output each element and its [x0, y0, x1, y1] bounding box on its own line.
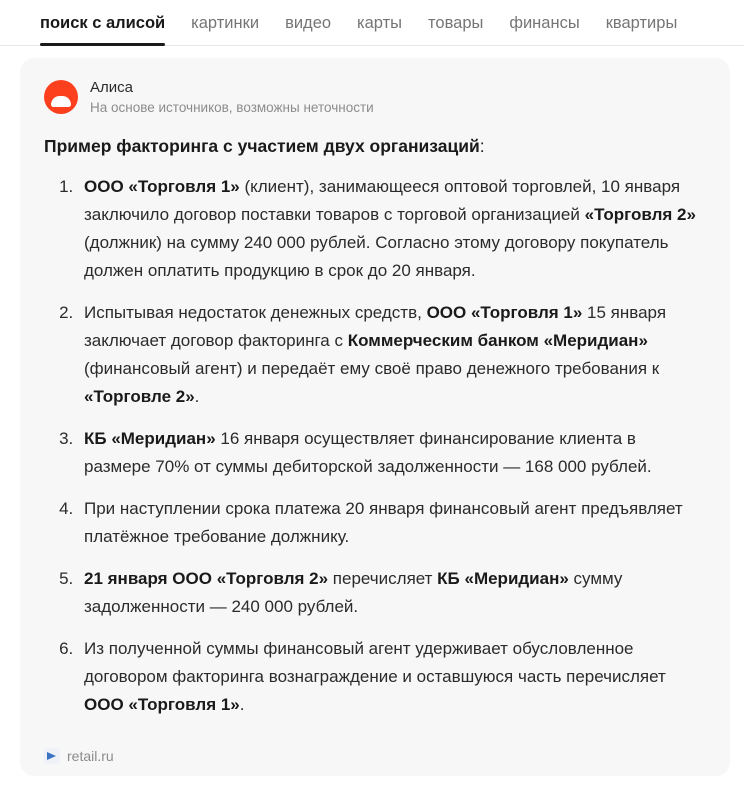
answer-steps-list	[44, 173, 706, 719]
step-emphasis: 21 января ООО «Торговля 2»	[84, 569, 329, 588]
tab-4[interactable]: товары	[428, 13, 484, 32]
tab-0[interactable]: поиск с алисой	[34, 0, 178, 46]
answer-title-suffix: :	[479, 136, 485, 156]
step-text: (должник) на сумму 240 000 рублей. Согласно этому договору покупатель должен оплатить продукцию в срок до 20 января.	[84, 233, 669, 280]
tab-6[interactable]: квартиры	[605, 13, 678, 32]
tab-2[interactable]: видео	[285, 13, 332, 32]
step-text: (клиент), занимающееся оптовой торговлей, 10 января заключило договор поставки товаров с торговой организацией	[84, 177, 681, 224]
assistant-name: Алиса	[90, 79, 133, 96]
step-text: Из полученной суммы финансовый агент удерживает обусловленное договором факторинга вознаграждение и оставшуюся часть перечисляет	[84, 639, 666, 686]
assistant-answer-card	[20, 58, 730, 776]
step-text: (финансовый агент) и передаёт ему своё право денежного требования к	[84, 359, 660, 378]
tab-3[interactable]: карты	[357, 13, 403, 32]
step-text: Испытывая недостаток денежных средств,	[84, 303, 427, 322]
step-emphasis: КБ «Меридиан»	[84, 429, 216, 448]
step-text: 15 января заключает договор факторинга с	[84, 303, 667, 350]
assistant-disclaimer: На основе источников, возможны неточности	[90, 100, 374, 115]
answer-title	[44, 134, 706, 159]
search-vertical-tabs	[0, 0, 744, 46]
answer-step-4	[78, 495, 706, 551]
assistant-meta	[90, 78, 374, 116]
source-favicon-icon	[44, 748, 60, 764]
alice-logo-icon	[44, 80, 78, 114]
answer-step-3	[78, 425, 706, 481]
step-emphasis: КБ «Меридиан»	[437, 569, 569, 588]
step-text: сумму задолженности — 240 000 рублей.	[84, 569, 623, 616]
step-emphasis: ООО «Торговля 1»	[426, 303, 583, 322]
answer-step-2	[78, 299, 706, 411]
answer-title-strong: Пример факторинга с участием двух организаций	[44, 136, 480, 156]
step-text: При наступлении срока платежа 20 января финансовый агент предъявляет платёжное требование должнику.	[84, 499, 683, 546]
tab-5[interactable]: финансы	[509, 13, 580, 32]
step-text: 16 января осуществляет финансирование клиента в размере 70% от суммы дебиторской задолженности — 168 000 рублей.	[84, 429, 652, 476]
step-emphasis: «Торговля 2»	[584, 205, 696, 224]
step-text: .	[194, 387, 200, 406]
step-text: .	[239, 695, 245, 714]
step-emphasis: ООО «Торговля 1»	[84, 695, 240, 714]
step-emphasis: ООО «Торговля 1»	[84, 177, 240, 196]
step-emphasis: «Торговле 2»	[84, 387, 195, 406]
assistant-header	[44, 78, 706, 116]
answer-step-6	[78, 635, 706, 719]
step-text: перечисляет	[328, 569, 438, 588]
tab-1[interactable]: картинки	[191, 13, 260, 32]
source-label: retail.ru	[67, 748, 114, 764]
answer-step-5	[78, 565, 706, 621]
answer-step-1	[78, 173, 706, 285]
source-link[interactable]	[44, 748, 114, 764]
step-emphasis: Коммерческим банком «Меридиан»	[347, 331, 648, 350]
